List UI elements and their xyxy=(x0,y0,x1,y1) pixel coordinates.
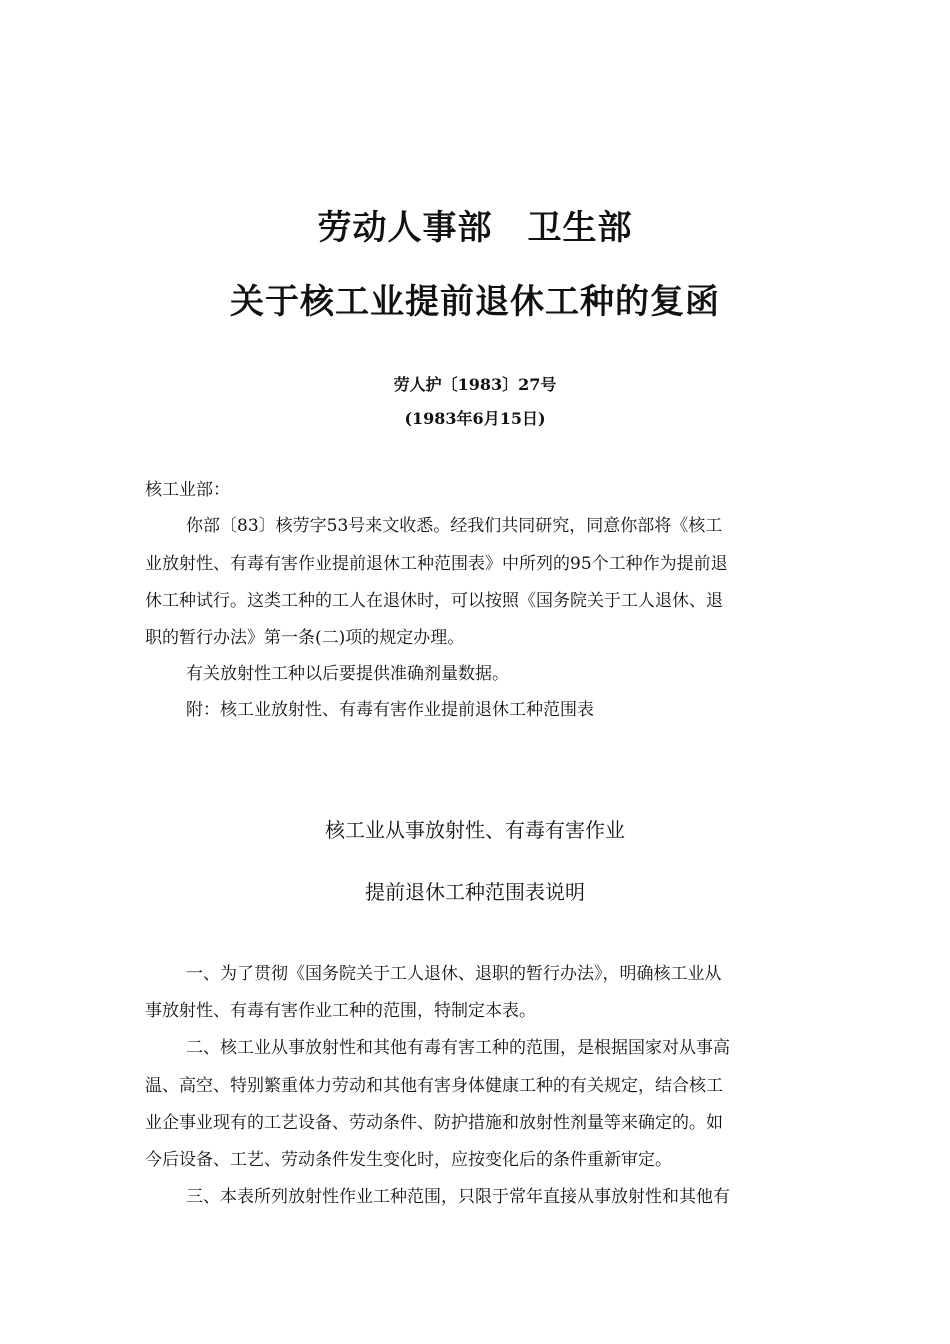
letter-para2: 有关放射性工种以后要提供准确剂量数据。 xyxy=(186,664,509,684)
letter-para1-line: 职的暂行办法》第一条(二)项的规定办理。 xyxy=(145,628,465,648)
document-date: (1983年6月15日) xyxy=(404,409,546,428)
annex-title-line-1: 核工业从事放射性、有毒有害作业 xyxy=(325,818,625,842)
addressee: 核工业部： xyxy=(145,480,230,500)
letter-para1-line: 你部〔83〕核劳字53号来文收悉。经我们共同研究，同意你部将《核工 xyxy=(186,516,723,536)
annex-item3-line: 三、本表所列放射性作业工种范围，只限于常年直接从事放射性和其他有 xyxy=(186,1187,730,1207)
document-title-line-1: 劳动人事部 卫生部 xyxy=(317,208,633,248)
annex-item2-line: 业企事业现有的工艺设备、劳动条件、防护措施和放射性剂量等来确定的。如 xyxy=(145,1113,723,1133)
annex-item1-line: 一、为了贯彻《国务院关于工人退休、退职的暂行办法》，明确核工业从 xyxy=(186,964,722,984)
letter-para1-line: 休工种试行。这类工种的工人在退休时，可以按照《国务院关于工人退休、退 xyxy=(145,591,723,611)
annex-item2-line: 二、核工业从事放射性和其他有毒有害工种的范围，是根据国家对从事高 xyxy=(186,1038,730,1058)
annex-title-line-2: 提前退休工种范围表说明 xyxy=(365,880,585,904)
document-title-line-2: 关于核工业提前退休工种的复函 xyxy=(230,282,720,322)
letter-para1-line: 业放射性、有毒有害作业提前退休工种范围表》中所列的95个工种作为提前退 xyxy=(145,554,728,574)
document-number: 劳人护〔1983〕27号 xyxy=(393,375,557,394)
annex-item2-line: 温、高空、特别繁重体力劳动和其他有害身体健康工种的有关规定，结合核工 xyxy=(145,1076,723,1096)
attachment-note: 附：核工业放射性、有毒有害作业提前退休工种范围表 xyxy=(186,700,594,720)
annex-item1-line: 事放射性、有毒有害作业工种的范围，特制定本表。 xyxy=(145,1001,536,1021)
annex-item2-line: 今后设备、工艺、劳动条件发生变化时，应按变化后的条件重新审定。 xyxy=(145,1150,672,1170)
